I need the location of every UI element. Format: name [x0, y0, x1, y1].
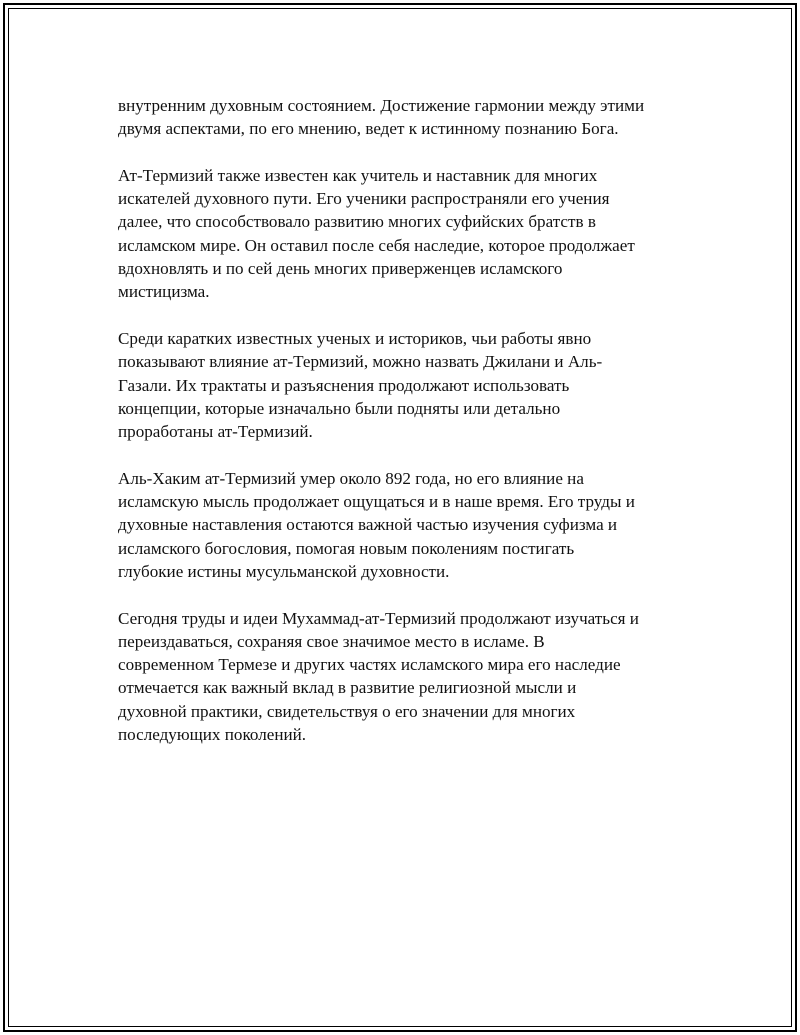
text-line: Газали. Их трактаты и разъяснения продолжают использовать [118, 375, 570, 395]
text-line: внутренним духовным состоянием. Достижение гармонии между этими [118, 96, 645, 115]
text-line: глубокие истины мусульманской духовности. [118, 561, 450, 581]
text-line: исламского богословия, помогая новым поколениям постигать [118, 538, 575, 558]
text-line: исламском мире. Он оставил после себя наследие, которое продолжает [118, 235, 635, 255]
paragraph-5 [118, 607, 698, 747]
text-line: переиздаваться, сохраняя свое значимое место в исламе. В [118, 631, 545, 651]
text-line: двумя аспектами, по его мнению, ведет к истинному познанию Бога. [118, 119, 619, 139]
text-line: концепции, которые изначально были подняты или детально [118, 398, 561, 418]
text-line: духовной практики, свидетельствуя о его значении для многих [118, 701, 576, 721]
text-line: последующих поколений. [118, 725, 307, 745]
text-line: Сегодня труды и идеи Мухаммад-ат-Термизий продолжают изучаться и [118, 608, 639, 628]
paragraph-2 [118, 164, 698, 304]
text-line: отмечается как важный вклад в развитие религиозной мысли и [118, 678, 577, 698]
text-line: Ат-Термизий также известен как учитель и наставник для многих [118, 165, 598, 185]
text-line: проработаны ат-Термизий. [118, 422, 313, 442]
text-line: показывают влияние ат-Термизий, можно назвать Джилани и Аль- [118, 352, 603, 372]
paragraph-4 [118, 467, 698, 583]
document-body [118, 94, 698, 770]
text-line: духовные наставления остаются важной частью изучения суфизма и [118, 515, 618, 535]
paragraph-1 [118, 94, 698, 141]
paragraph-3 [118, 327, 698, 443]
text-line: современном Термезе и других частях исламского мира его наследие [118, 655, 621, 675]
text-line: исламскую мысль продолжает ощущаться и в наше время. Его труды и [118, 492, 635, 512]
text-line: вдохновлять и по сей день многих приверженцев исламского [118, 259, 563, 279]
text-line: Аль-Хаким ат-Термизий умер около 892 года, но его влияние на [118, 468, 584, 488]
text-line: Среди караткиx известных ученых и историков, чьи работы явно [118, 328, 592, 348]
text-line: мистицизма. [118, 282, 210, 302]
text-line: искателей духовного пути. Его ученики распространяли его учения [118, 189, 610, 209]
text-line: далее, что способствовало развитию многих суфийских братств в [118, 212, 596, 232]
